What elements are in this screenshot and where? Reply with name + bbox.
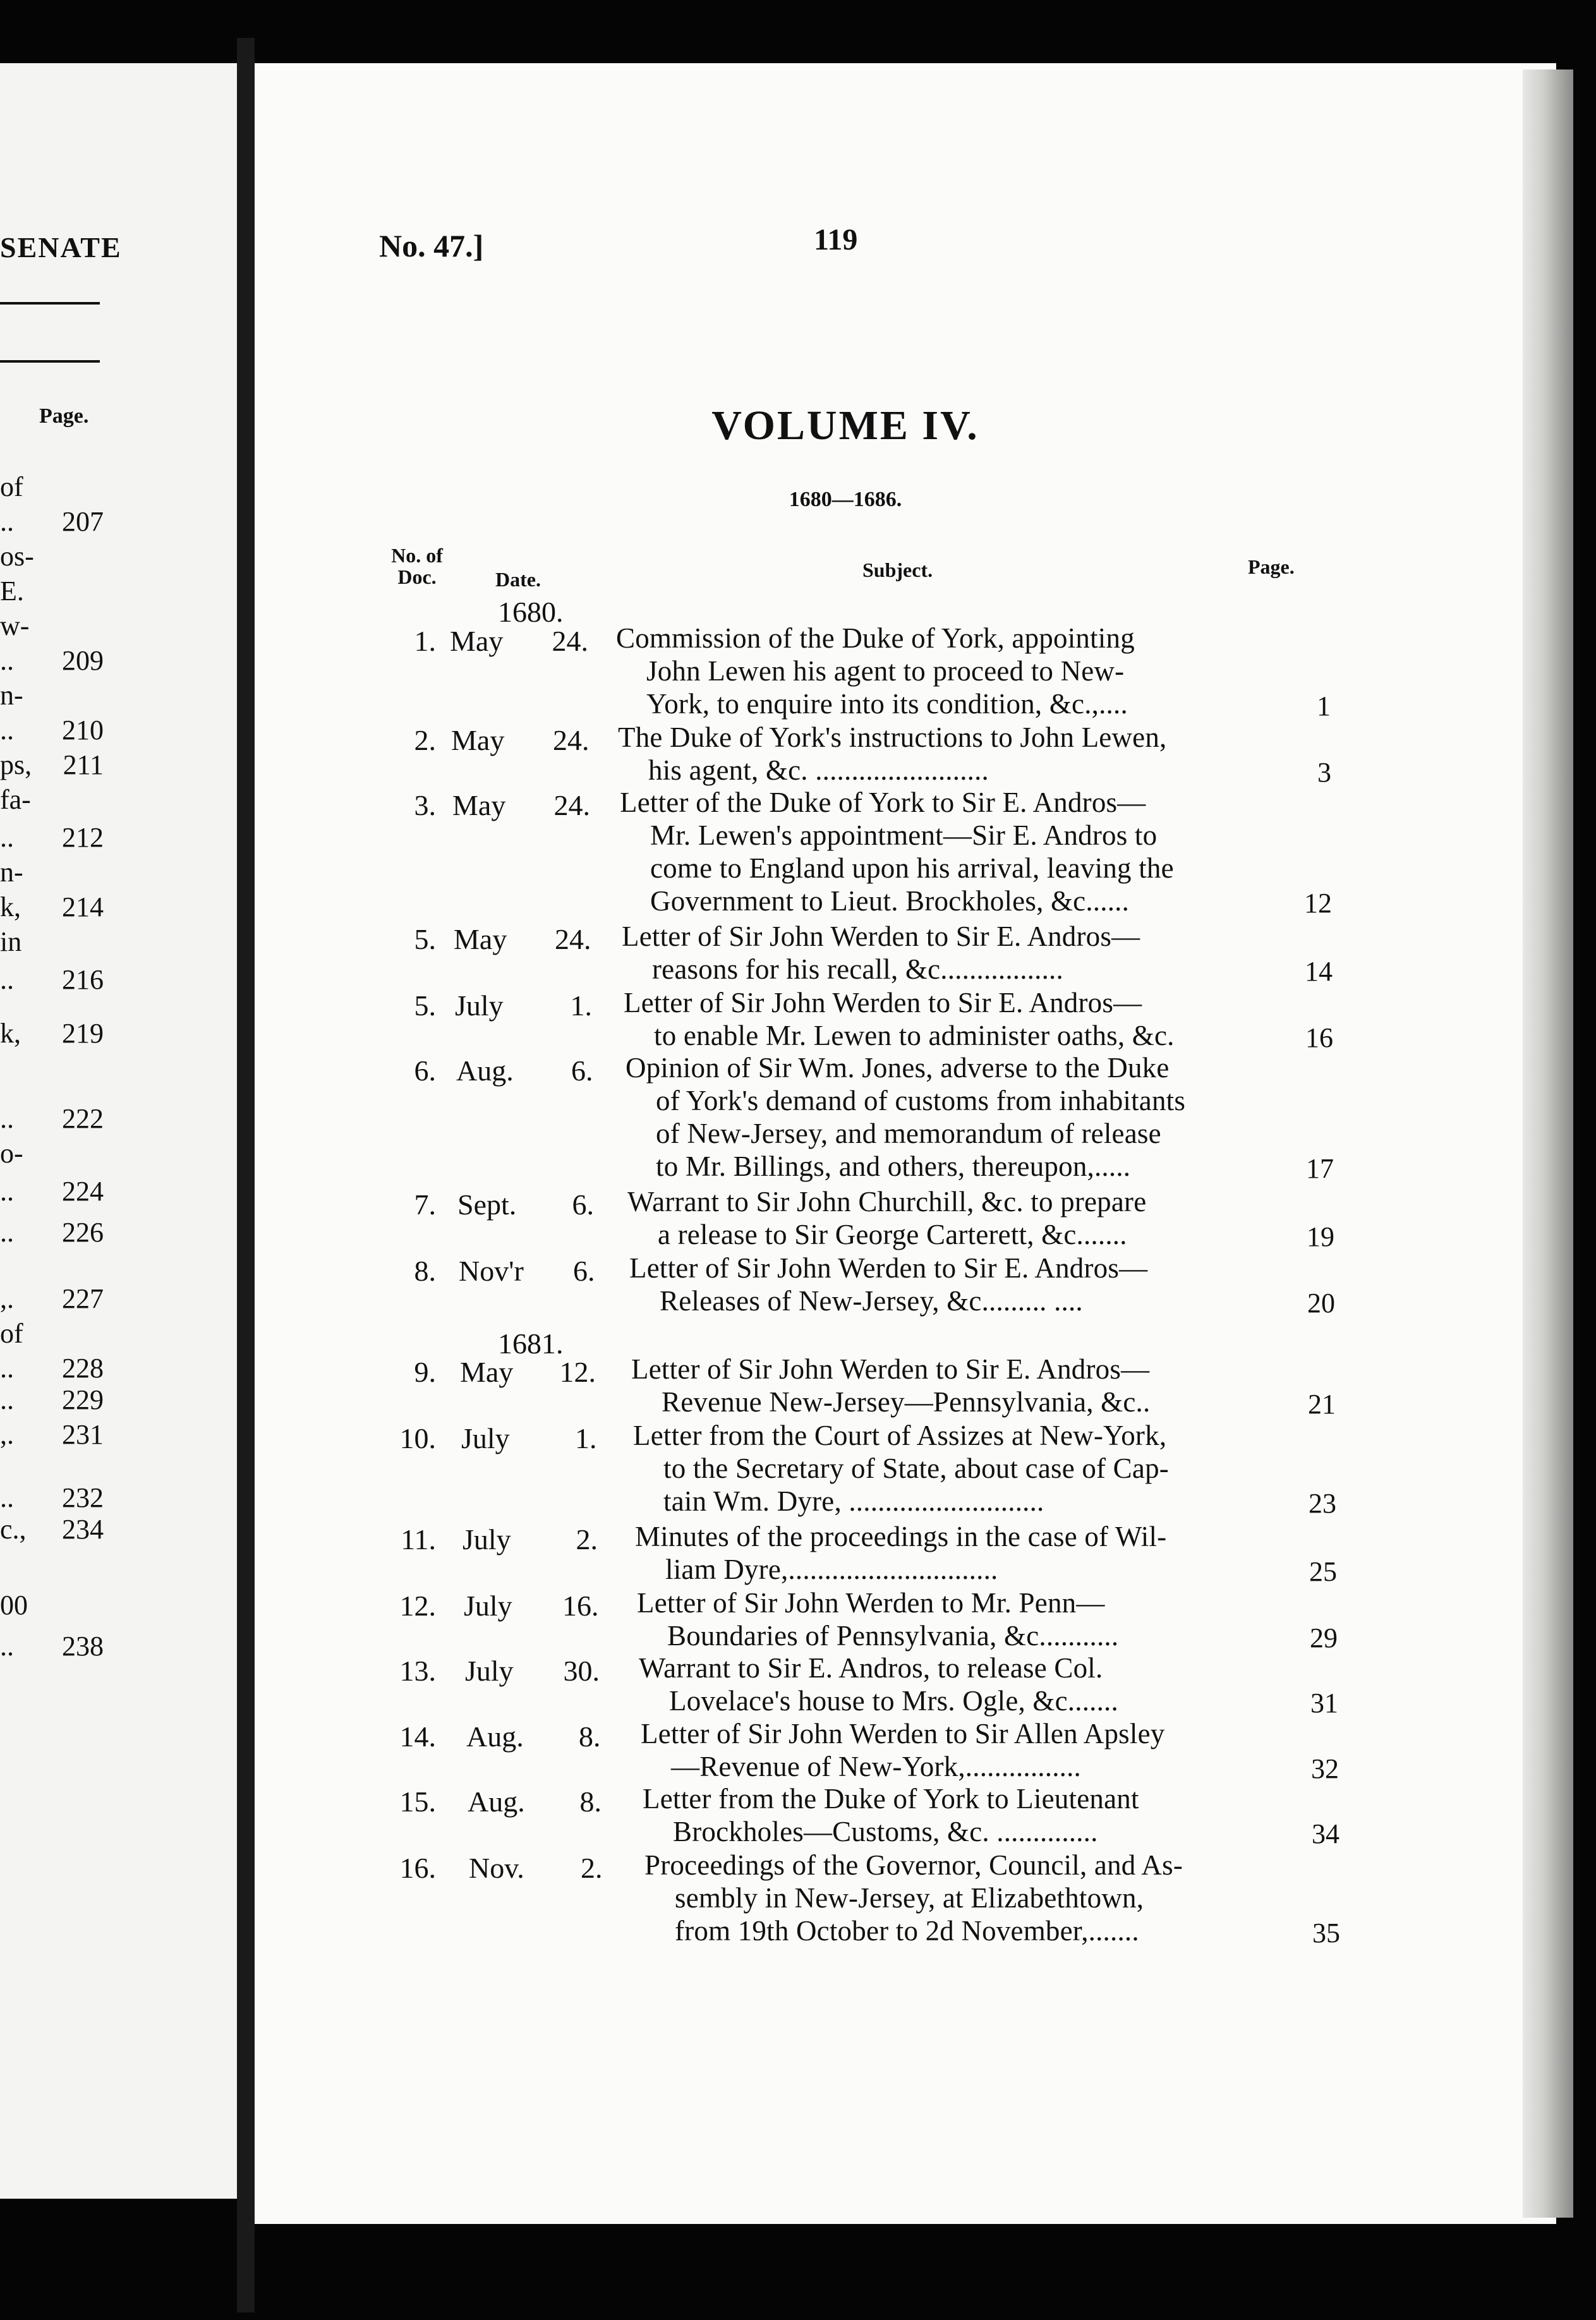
- facing-page-fragment: ..: [0, 1217, 14, 1248]
- facing-page-fragment: ..: [0, 1384, 14, 1415]
- facing-page-fragment: ..: [0, 715, 14, 746]
- volume-title: VOLUME IV.: [711, 402, 979, 449]
- facing-page-fragment: ..: [0, 1482, 14, 1513]
- doc-subject-line: —Revenue of New-York,................: [671, 1751, 1082, 1782]
- divider: [0, 360, 100, 363]
- year-heading: 1681.: [498, 1327, 564, 1360]
- facing-page-number: 222: [62, 1103, 104, 1134]
- facing-page-fragment: 00: [0, 1590, 28, 1621]
- doc-subject-line: liam Dyre,.............................: [665, 1554, 998, 1585]
- facing-page-number: 234: [62, 1514, 104, 1545]
- doc-date-day: 1.: [575, 1422, 597, 1454]
- doc-page-ref: 34: [1312, 1818, 1339, 1849]
- doc-subject-line: to the Secretary of State, about case of Cap-: [663, 1453, 1169, 1484]
- facing-page-fragment: ..: [0, 1353, 14, 1384]
- doc-number: 15.: [399, 1785, 436, 1818]
- doc-number: 5.: [414, 923, 436, 955]
- doc-subject-line: to enable Mr. Lewen to administer oaths, &c.: [654, 1020, 1175, 1051]
- doc-date-month: Nov'r: [459, 1255, 524, 1287]
- doc-number: 10.: [399, 1422, 436, 1454]
- doc-subject-line: Brockholes—Customs, &c. ..............: [673, 1816, 1098, 1847]
- doc-page-ref: 20: [1307, 1288, 1335, 1319]
- doc-subject-line: York, to enquire into its condition, &c.,....: [646, 688, 1128, 720]
- doc-subject-line: John Lewen his agent to proceed to New-: [646, 655, 1125, 687]
- facing-page-fragment: E.: [0, 576, 24, 607]
- doc-subject-line: come to England upon his arrival, leaving the: [650, 852, 1174, 884]
- doc-date-day: 24.: [553, 789, 590, 821]
- doc-number: 12.: [399, 1590, 436, 1622]
- doc-date-month: Aug.: [468, 1785, 525, 1818]
- doc-subject-line: Letter of Sir John Werden to Sir Allen Apsley: [641, 1718, 1165, 1749]
- facing-page-number: 224: [62, 1176, 104, 1207]
- doc-number: 1.: [414, 625, 436, 657]
- facing-page-number: 209: [62, 645, 104, 676]
- doc-subject-line: sembly in New-Jersey, at Elizabethtown,: [675, 1882, 1144, 1914]
- column-header-subject: Subject.: [862, 559, 933, 581]
- doc-page-ref: 29: [1310, 1622, 1338, 1653]
- facing-page-fragment: n-: [0, 857, 23, 888]
- doc-subject-line: Minutes of the proceedings in the case of Wil-: [635, 1521, 1167, 1552]
- doc-date-day: 6.: [571, 1054, 593, 1087]
- facing-page-number: 216: [62, 964, 104, 995]
- doc-date-day: 24.: [555, 923, 591, 955]
- doc-date-month: July: [461, 1422, 510, 1454]
- doc-subject-line: of New-Jersey, and memorandum of release: [656, 1118, 1161, 1149]
- doc-subject-line: Letter of Sir John Werden to Sir E. Andros—: [622, 921, 1140, 952]
- doc-page-ref: 21: [1308, 1389, 1336, 1420]
- doc-number: 14.: [399, 1720, 436, 1753]
- doc-date-day: 30.: [563, 1655, 600, 1687]
- doc-subject-line: of York's demand of customs from inhabitants: [656, 1085, 1186, 1116]
- doc-subject-line: reasons for his recall, &c.................: [652, 953, 1063, 985]
- doc-date-month: May: [450, 625, 504, 657]
- facing-page-fragment: ..: [0, 645, 14, 676]
- facing-page-fragment: ,.: [0, 1419, 14, 1450]
- doc-subject-line: Releases of New-Jersey, &c......... ....: [660, 1285, 1083, 1317]
- doc-subject-line: Government to Lieut. Brockholes, &c......: [650, 885, 1130, 917]
- column-header-doc-no: No. of Doc.: [391, 544, 443, 588]
- facing-page-number: 228: [62, 1353, 104, 1384]
- doc-subject-line: Letter of Sir John Werden to Sir E. Andros—: [624, 987, 1142, 1018]
- facing-page-fragment: k,: [0, 891, 21, 922]
- facing-page-number: 229: [62, 1384, 104, 1415]
- doc-page-ref: 3: [1317, 757, 1331, 788]
- doc-date-day: 2.: [581, 1852, 603, 1884]
- doc-subject-line: Boundaries of Pennsylvania, &c...........: [667, 1620, 1119, 1652]
- facing-page-fragment: ..: [0, 1103, 14, 1134]
- facing-page-number: 210: [62, 715, 104, 746]
- facing-page-fragment: ..: [0, 1176, 14, 1207]
- facing-page-number: 232: [62, 1482, 104, 1513]
- doc-number: 9.: [414, 1356, 436, 1388]
- doc-page-ref: 12: [1304, 888, 1332, 919]
- doc-subject-line: to Mr. Billings, and others, thereupon,.....: [656, 1151, 1131, 1182]
- doc-page-ref: 25: [1309, 1556, 1337, 1587]
- doc-date-month: Nov.: [469, 1852, 524, 1884]
- facing-page-fragment: ps,: [0, 749, 32, 780]
- doc-subject-line: Letter of Sir John Werden to Mr. Penn—: [637, 1587, 1105, 1619]
- doc-date-day: 6.: [573, 1255, 595, 1287]
- running-head: No. 47.]: [379, 228, 484, 263]
- doc-number: 13.: [399, 1655, 436, 1687]
- doc-date-day: 16.: [562, 1590, 599, 1622]
- doc-number: 8.: [414, 1255, 436, 1287]
- doc-subject-line: Letter from the Duke of York to Lieutenant: [643, 1783, 1139, 1815]
- doc-date-month: July: [464, 1590, 512, 1622]
- doc-subject-line: Letter of the Duke of York to Sir E. Andros—: [620, 787, 1146, 818]
- facing-page-number: 238: [62, 1631, 104, 1662]
- doc-date-month: Aug.: [456, 1054, 514, 1087]
- doc-subject-line: Lovelace's house to Mrs. Ogle, &c.......: [669, 1685, 1118, 1717]
- doc-subject-line: Opinion of Sir Wm. Jones, adverse to the Duke: [626, 1052, 1170, 1084]
- facing-page-fragment: os-: [0, 541, 34, 572]
- doc-date-month: July: [462, 1523, 511, 1556]
- doc-date-day: 24.: [553, 724, 589, 756]
- doc-page-ref: 31: [1310, 1688, 1338, 1719]
- facing-page-fragment: n-: [0, 680, 23, 711]
- gutter: [237, 38, 255, 2312]
- doc-page-ref: 19: [1307, 1221, 1334, 1252]
- doc-subject-line: Warrant to Sir E. Andros, to release Col.: [639, 1652, 1103, 1684]
- facing-page-number: 211: [63, 749, 104, 780]
- facing-page-number: 227: [62, 1283, 104, 1314]
- facing-page-number: 214: [62, 891, 104, 922]
- doc-subject-line: Mr. Lewen's appointment—Sir E. Andros to: [650, 819, 1158, 851]
- doc-subject-line: The Duke of York's instructions to John Lewen,: [618, 722, 1167, 753]
- facing-page-number: 219: [62, 1018, 104, 1049]
- doc-page-ref: 16: [1305, 1022, 1333, 1053]
- doc-date-month: May: [454, 923, 507, 955]
- year-heading: 1680.: [498, 596, 564, 628]
- doc-number: 11.: [401, 1523, 436, 1556]
- doc-date-day: 12.: [559, 1356, 596, 1388]
- volume-years: 1680—1686.: [789, 488, 902, 511]
- doc-date-month: July: [455, 989, 504, 1022]
- facing-page-fragment: k,: [0, 1018, 21, 1049]
- facing-page-number: 212: [62, 822, 104, 853]
- doc-page-ref: 17: [1306, 1153, 1334, 1184]
- facing-page-fragment: ..: [0, 506, 14, 537]
- doc-subject-line: Commission of the Duke of York, appointing: [616, 622, 1135, 654]
- doc-date-month: May: [451, 724, 505, 756]
- column-header-page: Page.: [1248, 555, 1295, 578]
- doc-subject-line: tain Wm. Dyre, ...........................: [663, 1485, 1044, 1517]
- facing-page-number: 226: [62, 1217, 104, 1248]
- facing-page-column-label: Page.: [39, 404, 89, 428]
- divider: [0, 302, 100, 305]
- doc-page-ref: 1: [1317, 691, 1331, 722]
- doc-date-day: 6.: [572, 1188, 594, 1221]
- doc-date-month: May: [452, 789, 506, 821]
- facing-page-number: 231: [62, 1419, 104, 1450]
- doc-number: 3.: [414, 789, 436, 821]
- doc-subject-line: from 19th October to 2d November,.......: [675, 1915, 1139, 1947]
- doc-subject-line: his agent, &c. ........................: [648, 754, 989, 786]
- doc-date-day: 8.: [579, 1785, 602, 1818]
- doc-page-ref: 32: [1311, 1753, 1339, 1784]
- doc-number: 6.: [414, 1054, 436, 1087]
- doc-page-ref: 14: [1305, 956, 1333, 987]
- doc-page-ref: 35: [1312, 1918, 1340, 1948]
- facing-page-fragment: o-: [0, 1138, 23, 1169]
- doc-date-day: 24.: [552, 625, 588, 657]
- doc-subject-line: a release to Sir George Carterett, &c.......: [658, 1219, 1127, 1250]
- doc-date-month: Sept.: [457, 1188, 517, 1221]
- facing-page-fragment: of: [0, 471, 23, 502]
- doc-number: 5.: [414, 989, 436, 1022]
- doc-date-day: 1.: [570, 989, 592, 1022]
- facing-page-fragment: ..: [0, 964, 14, 995]
- doc-subject-line: Letter from the Court of Assizes at New-York,: [633, 1420, 1167, 1451]
- facing-page-fragment: c.,: [0, 1514, 27, 1545]
- doc-subject-line: Revenue New-Jersey—Pennsylvania, &c..: [662, 1386, 1151, 1418]
- doc-date-day: 8.: [579, 1720, 601, 1753]
- facing-page-header: SENATE: [0, 231, 122, 263]
- facing-page-fragment: fa-: [0, 784, 31, 815]
- page-edge: [1523, 69, 1573, 2218]
- facing-page-fragment: w-: [0, 610, 30, 641]
- facing-page-number: 207: [62, 506, 104, 537]
- column-header-date: Date.: [495, 568, 541, 591]
- doc-number: 2.: [414, 724, 436, 756]
- doc-page-ref: 23: [1309, 1488, 1336, 1519]
- facing-page-fragment: ..: [0, 822, 14, 853]
- doc-date-month: May: [460, 1356, 514, 1388]
- doc-subject-line: Warrant to Sir John Churchill, &c. to prepare: [627, 1186, 1147, 1217]
- facing-page-fragment: ..: [0, 1631, 14, 1662]
- doc-subject-line: Letter of Sir John Werden to Sir E. Andros—: [629, 1252, 1148, 1284]
- facing-page-fragment: of: [0, 1318, 23, 1349]
- doc-number: 16.: [399, 1852, 436, 1884]
- doc-date-day: 2.: [576, 1523, 598, 1556]
- doc-subject-line: Letter of Sir John Werden to Sir E. Andros—: [631, 1353, 1150, 1385]
- doc-subject-line: Proceedings of the Governor, Council, and As-: [644, 1849, 1183, 1881]
- page-number: 119: [814, 223, 858, 257]
- doc-date-month: Aug.: [466, 1720, 524, 1753]
- doc-number: 7.: [414, 1188, 436, 1221]
- facing-page-fragment: in: [0, 926, 22, 957]
- doc-date-month: July: [465, 1655, 514, 1687]
- facing-page-fragment: ,.: [0, 1283, 14, 1314]
